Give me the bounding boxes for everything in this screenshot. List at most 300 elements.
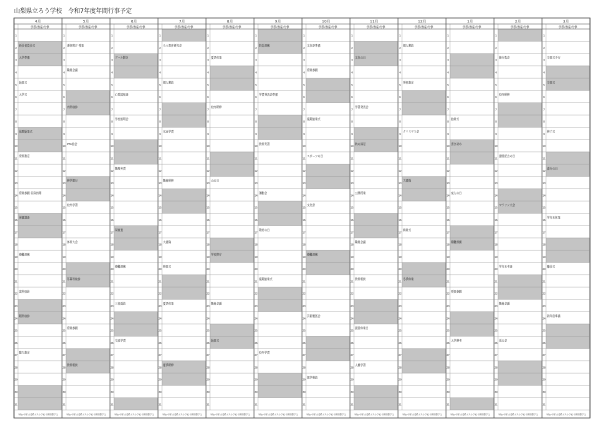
event-entry: 学習発表会準備 [259,92,278,97]
day-number: 31 [110,403,114,407]
event-entry: 授業参観 [307,68,318,73]
day-number: 4 [543,71,545,75]
day-number: 20 [254,268,258,272]
shaded-cell [498,287,542,299]
event-entry: 文化祭準備 [307,43,321,48]
event-entry: 学年末休業 [547,215,561,220]
day-number: 6 [351,96,353,100]
day-number: 10 [542,145,546,149]
event-entry: スポーツの日 [307,154,324,159]
day-number: 19 [14,255,18,259]
day-number: 18 [494,243,498,247]
day-number: 12 [302,169,306,173]
event-entry: 冬季休業 [403,276,414,281]
shaded-cell [498,103,542,115]
shaded-cell [450,226,494,238]
day-number: 14 [254,194,258,198]
day-number: 17 [494,231,498,235]
shaded-cell [306,176,350,188]
column-subheader: 学部/教室/分掌 [30,24,50,29]
shaded-cell [162,103,206,115]
shaded-cell [450,152,494,164]
month-header: 8月 [227,19,233,24]
day-number: 18 [542,243,546,247]
shaded-cell [258,115,302,127]
day-number: 7 [495,108,497,112]
day-number: 3 [63,59,65,63]
day-number: 17 [62,231,66,235]
day-number: 29 [158,378,162,382]
day-number: 9 [495,132,497,136]
day-number: 2 [63,46,65,50]
day-number: 16 [398,218,402,222]
day-number: 2 [447,46,449,50]
day-number: 29 [350,378,354,382]
column-subheader: 学部/教室/分掌 [270,24,290,29]
day-number: 2 [399,46,401,50]
day-number: 13 [254,182,258,186]
day-number: 20 [110,268,114,272]
event-entry: 終業式 [163,264,172,269]
day-number: 22 [110,292,114,296]
day-number: 8 [15,120,17,124]
day-number: 27 [14,354,18,358]
day-number: 16 [62,218,66,222]
day-number: 16 [350,218,354,222]
day-number: 30 [14,391,18,395]
month-header: 11月 [369,19,379,24]
day-number: 19 [398,255,402,259]
shaded-cell [498,275,542,287]
day-number: 11 [110,157,114,161]
day-number: 30 [110,391,114,395]
day-number: 26 [62,341,66,345]
shaded-cell [450,312,494,324]
event-entry: クリスマス会 [403,129,420,134]
day-number: 13 [446,182,450,186]
day-number: 8 [543,120,545,124]
day-number: 17 [302,231,306,235]
day-number: 31 [542,403,546,407]
day-number: 21 [494,280,498,284]
day-number: 3 [399,59,401,63]
day-number: 20 [446,268,450,272]
event-entry: 職員研修 [163,178,174,183]
day-number: 19 [446,255,450,259]
event-entry: 防災訓練 [259,43,270,48]
day-number: 14 [446,194,450,198]
day-number: 23 [110,305,114,309]
day-number: 26 [302,341,306,345]
footer-note: 令和7年度 山梨県立ろう学校 年間行事予定 [401,414,443,417]
day-number: 7 [543,108,545,112]
day-number: 25 [110,329,114,333]
day-number: 31 [398,403,402,407]
day-number: 10 [446,145,450,149]
day-number: 12 [110,169,114,173]
shaded-cell [498,189,542,201]
day-number: 19 [542,255,546,259]
shaded-cell [306,336,350,348]
footer-note: 令和7年度 山梨県立ろう学校 年間行事予定 [545,414,587,417]
day-number: 9 [351,132,353,136]
event-entry: 教育相談 [355,276,366,281]
day-number: 31 [206,403,210,407]
month-header: 3月 [563,19,569,24]
day-number: 15 [350,206,354,210]
day-number: 26 [206,341,210,345]
day-number: 19 [62,255,66,259]
day-number: 27 [350,354,354,358]
event-entry: 眼科検診 [19,313,30,318]
day-number: 31 [350,403,354,407]
event-entry: 校外学習 [67,203,78,208]
day-number: 20 [398,268,402,272]
shaded-cell [258,213,302,225]
day-number: 27 [254,354,258,358]
day-number: 23 [302,305,306,309]
day-number: 9 [399,132,401,136]
day-number: 13 [542,182,546,186]
day-number: 27 [398,354,402,358]
day-number: 23 [494,305,498,309]
day-number: 12 [14,169,18,173]
shaded-cell [114,140,158,152]
day-number: 22 [206,292,210,296]
shaded-cell [210,66,254,78]
day-number: 1 [63,34,65,38]
day-number: 19 [494,255,498,259]
event-entry: 避難訓練 [451,240,462,245]
day-number: 28 [14,366,18,370]
day-number: 15 [494,206,498,210]
day-number: 1 [159,34,161,38]
column-subheader: 学部/教室/分掌 [222,24,242,29]
day-number: 18 [206,243,210,247]
day-number: 4 [111,71,113,75]
day-number: 26 [446,341,450,345]
event-entry: 始業式 [19,80,28,85]
day-number: 30 [494,391,498,395]
day-number: 27 [62,354,66,358]
column-subheader: 学部/教室/分掌 [510,24,530,29]
day-number: 10 [206,145,210,149]
shaded-cell [306,164,350,176]
day-number: 17 [158,231,162,235]
day-number: 4 [495,71,497,75]
day-number: 29 [302,378,306,382]
day-number: 11 [446,157,450,161]
day-number: 15 [110,206,114,210]
footer-note: 令和7年度 山梨県立ろう学校 年間行事予定 [449,414,491,417]
event-entry: 公開授業 [355,190,366,195]
day-number: 24 [350,317,354,321]
day-number: 18 [398,243,402,247]
day-number: 22 [254,292,258,296]
day-number: 13 [158,182,162,186]
day-number: 14 [206,194,210,198]
day-number: 22 [14,292,18,296]
event-entry: プール開き [115,55,129,60]
day-number: 14 [62,194,66,198]
shaded-cell [354,41,398,53]
event-entry: 卒業式 [547,80,556,85]
day-number: 24 [542,317,546,321]
day-number: 3 [255,59,257,63]
day-number: 22 [542,292,546,296]
shaded-cell [114,238,158,250]
day-number: 31 [302,403,306,407]
day-number: 25 [398,329,402,333]
day-number: 18 [446,243,450,247]
shaded-cell [546,250,590,262]
event-entry: 後期始業式 [307,117,321,122]
shaded-cell [354,127,398,139]
event-entry: 山の日 [211,178,220,183]
day-number: 2 [159,46,161,50]
day-number: 30 [158,391,162,395]
day-number: 7 [303,108,305,112]
shaded-cell [18,398,62,410]
shaded-cell [402,103,446,115]
day-number: 30 [398,391,402,395]
day-number: 10 [302,145,306,149]
day-number: 10 [110,145,114,149]
day-number: 10 [254,145,258,149]
event-entry: 始業式 [211,338,220,343]
shaded-cell [162,115,206,127]
event-entry: 芸術鑑賞会 [307,313,321,318]
shaded-cell [210,152,254,164]
day-number: 1 [207,34,209,38]
footer-note: 令和7年度 山梨県立ろう学校 年間行事予定 [353,414,395,417]
footer-note: 令和7年度 山梨県立ろう学校 年間行事予定 [305,414,347,417]
footer-note: 令和7年度 山梨県立ろう学校 年間行事予定 [497,414,539,417]
event-entry: 夏季休業 [163,301,174,306]
footer-note: 令和7年度 山梨県立ろう学校 年間行事予定 [17,414,59,417]
day-number: 13 [350,182,354,186]
shaded-cell [66,263,110,275]
day-number: 15 [398,206,402,210]
day-number: 11 [398,157,402,161]
event-entry: 学習発表会 [355,104,369,109]
event-entry: 校外学習 [259,350,270,355]
day-number: 13 [494,182,498,186]
event-entry: 授業参観 [67,326,78,331]
day-number: 8 [399,120,401,124]
day-number: 2 [111,46,113,50]
event-entry: 振替休業日 [355,326,369,331]
day-number: 3 [159,59,161,63]
event-entry: 入学準備 [19,55,30,60]
event-entry: 終業式 [403,227,412,232]
day-number: 9 [447,132,449,136]
day-number: 5 [159,83,161,87]
month-header: 12月 [417,19,427,24]
shaded-cell [210,164,254,176]
day-number: 6 [159,96,161,100]
day-number: 18 [14,243,18,247]
month-header: 7月 [179,19,185,24]
column-subheader: 学部/教室/分掌 [366,24,386,29]
event-entry: 修了式 [547,129,556,134]
day-number: 8 [447,120,449,124]
day-number: 25 [542,329,546,333]
column-subheader: 学部/教室/分掌 [462,24,482,29]
day-number: 31 [14,403,18,407]
column-subheader: 学部/教室/分掌 [78,24,98,29]
day-number: 3 [495,59,497,63]
day-number: 13 [62,182,66,186]
day-number: 15 [158,206,162,210]
day-number: 30 [206,391,210,395]
day-number: 26 [350,341,354,345]
day-number: 31 [254,403,258,407]
day-number: 20 [494,268,498,272]
day-number: 1 [447,34,449,38]
day-number: 25 [350,329,354,333]
day-number: 28 [158,366,162,370]
shaded-cell [162,201,206,213]
day-number: 11 [14,157,18,161]
day-number: 6 [447,96,449,100]
day-number: 16 [158,218,162,222]
event-entry: 授業参観 家庭訪問 [19,190,42,195]
day-number: 10 [62,145,66,149]
event-entry: 送る会 [499,338,508,343]
day-number: 9 [111,132,113,136]
day-number: 15 [62,206,66,210]
event-entry: 発育測定 [403,80,414,85]
day-number: 28 [542,366,546,370]
event-entry: 人権学習 [355,363,366,368]
day-number: 24 [110,317,114,321]
day-number: 9 [207,132,209,136]
event-entry: 秋の遠足 [355,141,366,146]
event-entry: 内科検診 [67,104,78,109]
day-number: 28 [350,366,354,370]
day-number: 15 [302,206,306,210]
month-header: 4月 [35,19,41,24]
day-number: 1 [111,34,113,38]
event-entry: 耳鼻科検診 [67,276,81,281]
day-number: 26 [14,341,18,345]
shaded-cell [66,349,110,361]
event-entry: 春分の日 [547,166,558,171]
day-number: 5 [15,83,17,87]
day-number: 29 [110,378,114,382]
shaded-cell [162,189,206,201]
day-number: 17 [14,231,18,235]
day-number: 18 [62,243,66,247]
day-number: 25 [158,329,162,333]
event-entry: 後期始業式 [259,276,273,281]
event-entry: 避難訓練 [115,264,126,269]
shaded-cell [306,263,350,275]
day-number: 7 [111,108,113,112]
shaded-cell [546,152,590,164]
event-entry: 職員会議 [355,240,366,245]
event-entry: 尿検査 [115,227,124,232]
day-number: 19 [254,255,258,259]
day-number: 5 [351,83,353,87]
day-number: 23 [398,305,402,309]
day-number: 2 [15,46,17,50]
day-number: 12 [254,169,258,173]
day-number: 18 [110,243,114,247]
day-number: 18 [158,243,162,247]
event-entry: 職員会議 [499,301,510,306]
day-number: 25 [62,329,66,333]
event-entry: マラソン大会 [499,203,516,208]
day-number: 31 [158,403,162,407]
day-number: 17 [398,231,402,235]
day-number: 25 [494,329,498,333]
day-number: 16 [542,218,546,222]
event-entry: 水泳学習 [163,129,174,134]
day-number: 26 [542,341,546,345]
event-entry: 交流学習 [115,338,126,343]
day-number: 15 [542,206,546,210]
day-number: 6 [495,96,497,100]
day-number: 22 [446,292,450,296]
day-number: 24 [158,317,162,321]
day-number: 10 [494,145,498,149]
day-number: 27 [206,354,210,358]
shaded-cell [498,373,542,385]
day-number: 5 [255,83,257,87]
day-number: 3 [303,59,305,63]
shaded-cell [258,299,302,311]
day-number: 27 [158,354,162,358]
day-number: 19 [158,255,162,259]
day-number: 2 [207,46,209,50]
day-number: 5 [303,83,305,87]
day-number: 30 [350,391,354,395]
day-number: 24 [398,317,402,321]
event-entry: 建国記念の日 [499,154,516,159]
day-number: 14 [110,194,114,198]
event-entry: 成人の日 [451,190,462,195]
day-number: 28 [446,366,450,370]
event-entry: 就学相談 [307,375,318,380]
day-number: 24 [14,317,18,321]
day-number: 6 [15,96,17,100]
shaded-cell [450,54,494,66]
day-number: 17 [110,231,114,235]
day-number: 1 [543,34,545,38]
day-number: 9 [15,132,17,136]
shaded-cell [402,90,446,102]
day-number: 12 [494,169,498,173]
event-entry: 大掃除 [163,240,172,245]
day-number: 9 [255,132,257,136]
event-entry: 文化祭 [307,203,316,208]
day-number: 16 [494,218,498,222]
day-number: 5 [495,83,497,87]
day-number: 14 [302,194,306,198]
day-number: 11 [350,157,354,161]
day-number: 29 [446,378,450,382]
day-number: 8 [159,120,161,124]
shaded-cell [18,226,62,238]
month-header: 5月 [83,19,89,24]
day-number: 3 [15,59,17,63]
shaded-cell [354,299,398,311]
event-entry: 新年度準備 [547,313,561,318]
day-number: 5 [111,83,113,87]
day-number: 25 [446,329,450,333]
